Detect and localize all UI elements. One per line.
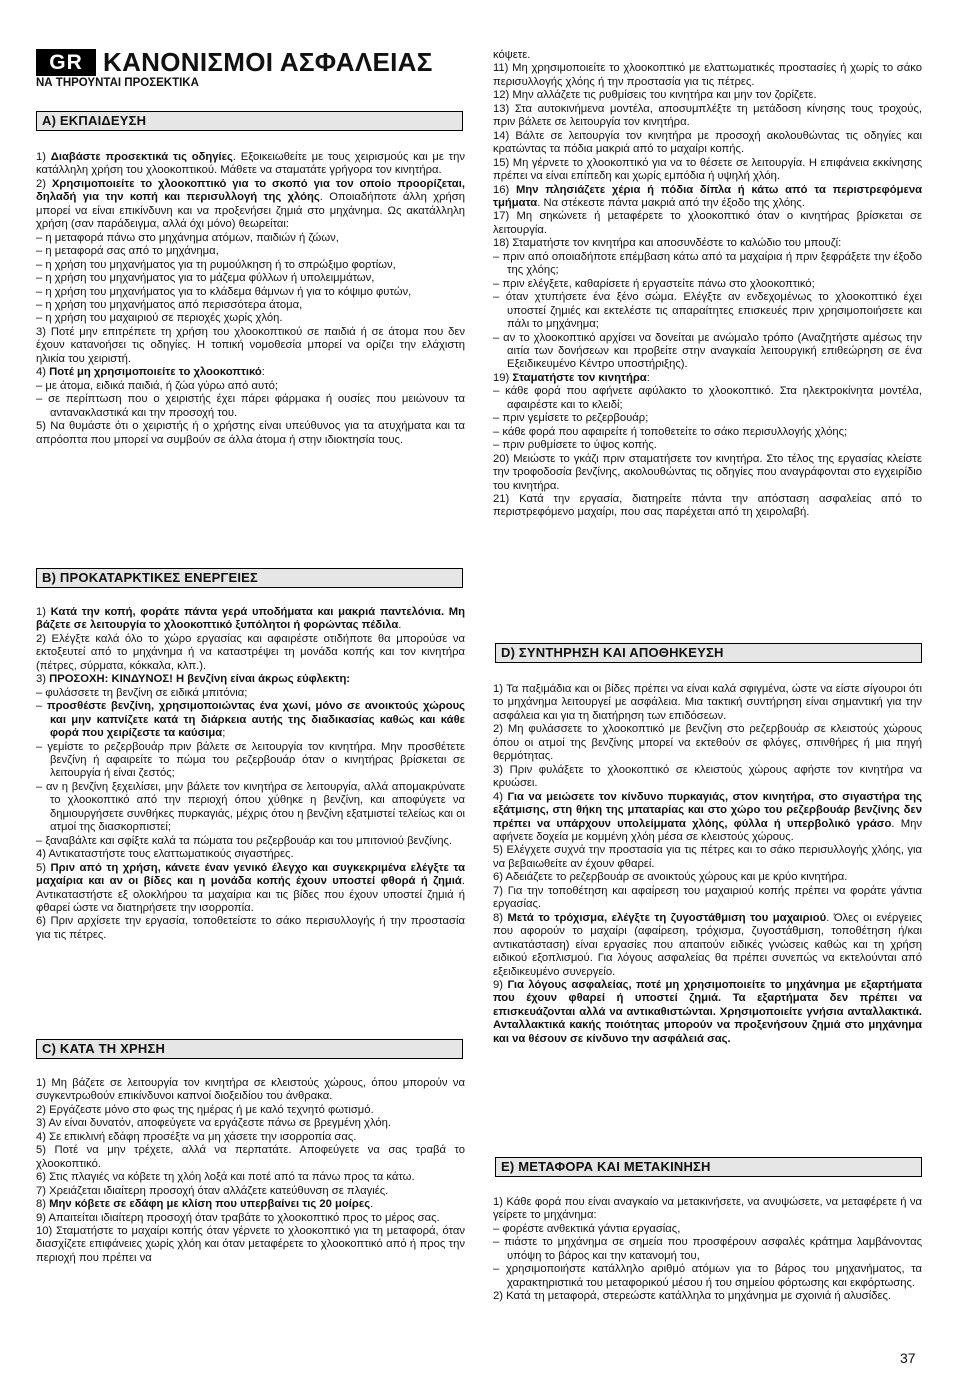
paragraph [36, 1144, 465, 1171]
paragraph [36, 606, 465, 633]
bold-text: Διαβάστε προσεκτικά τις οδηγίες [50, 151, 233, 163]
text-run: 2) [36, 177, 52, 190]
paragraph [36, 1117, 465, 1130]
list-item [36, 393, 465, 420]
text-run: 13) Στα αυτοκινήμενα μοντέλα, αποσυμπλέξτε τη μετάδοση κίνησης τους τροχούς, πριν βάλετε σε λειτουργία τον κινητήρα. [493, 102, 922, 129]
list-item [36, 232, 465, 245]
section-a-heading: A) ΕΚΠΑΙΔΕΥΣΗ [36, 111, 463, 131]
paragraph [493, 237, 922, 250]
list-item [36, 272, 465, 285]
paragraph [493, 157, 922, 184]
text-run: – σε περίπτωση που ο χειριστής έχει πάρει φάρμακα ή ουσίες που μειώνουν τα αντανακλαστικά και την προσοχή του. [36, 393, 465, 419]
paragraph [36, 848, 465, 861]
section-e-heading: E) ΜΕΤΑΦΟΡΑ ΚΑΙ ΜΕΤΑΚΙΝΗΣΗ [495, 1157, 922, 1177]
text-run: . Αντικαταστήστε εξ ολοκλήρου τα μαχαίρια και τις βίδες που έχουν υποστεί ζημιά ή φθαρεί ώστε να διατηρήσετε την ισορροπία. [36, 875, 465, 914]
text-run: – αν η βενζίνη ξεχειλίσει, μην βάλετε τον κινητήρα σε λειτουργία, αλλά απομακρύνατε το χλοοκοπτικό από την περιοχή όπου χύθηκε η βενζίνη, και αποφύγετε να δημιουργήσετε συνθήκες πυρκαγιάς, μέχρις ότου η βενζίνη εξατμιστεί τελείως και οι ατμοί της διασκορπιστεί; [36, 780, 465, 834]
bold-text: Κατά την κοπή, φοράτε πάντα γερά υποδήματα και μακριά παντελόνια. Μη βάζετε σε λειτουργία το χλοοκοπτικό ξυπόλητοι ή φορώντας πέδιλα [36, 606, 465, 632]
paragraph [36, 1131, 465, 1144]
text-run: : [646, 371, 650, 384]
text-run: 21) Κατά την εργασία, διατηρείτε πάντα την απόσταση ασφαλείας από το περιστρεφόμενο μαχαίρι, που σας παρέχεται από τη χειρολαβή. [493, 492, 922, 519]
list-item [36, 380, 465, 393]
text-run: 4) [493, 790, 508, 803]
section-a-body [36, 151, 465, 447]
list-item [493, 1263, 922, 1290]
list-item [493, 278, 922, 291]
list-item [36, 245, 465, 258]
text-run: – η χρήση του μηχανήματος για τη ρυμούλκηση ή το σπρώξιμο φορτίων, [36, 258, 396, 271]
text-run: 16) [493, 183, 516, 196]
text-run: . Μην αφήνετε δοχεία με κομμένη χλόη μέσα σε κλειστούς χώρους. [493, 817, 923, 843]
text-run: 2) Ελέγξτε καλά όλο το χώρο εργασίας και αφαιρέστε οτιδήποτε θα μπορούσε να εκτοξευτεί από το μηχάνημα ή να καταστρέψει τη μονάδα κοπής και τον κινητήρα (πέτρες, σύρματα, κόκκαλα, κλπ.). [36, 632, 465, 672]
text-run: 2) Μη φυλάσσετε το χλοοκοπτικό με βενζίνη στο ρεζερβουάρ σε κλειστούς χώρους όπου οι ατμοί της βενζίνης μπορεί να εκτεθούν σε φλόγες, σπινθήρες ή μια πηγή θερμότητας. [493, 723, 922, 763]
text-run: κόψετε. [493, 49, 531, 61]
text-run: – πιάστε το μηχάνημα σε σημεία που προσφέρουν ασφαλές κράτημα λαμβάνοντας υπόψη το βάρος και την κατανομή του, [493, 1236, 922, 1262]
paragraph [36, 366, 465, 379]
text-run: 3) [36, 673, 50, 686]
text-run: 9) [493, 978, 508, 991]
text-run: – [36, 700, 47, 713]
text-run: . [398, 619, 402, 632]
text-run: 10) Σταματήστε το μαχαίρι κοπής όταν γέρνετε το χλοοκοπτικό για τη μεταφορά, όταν διασχίζετε επιφάνειες χωρίς χλόη και όταν μεταφέρετε το χλοοκοπτικό από ή προς την περιοχή που πρέπει να [36, 1224, 465, 1264]
text-run: – φορέστε ανθεκτικά γάντια εργασίας, [493, 1222, 681, 1235]
text-run: – φυλάσσετε τη βενζίνη σε ειδικά μπιτόνια; [36, 686, 248, 699]
text-run: 2) Κατά τη μεταφορά, στερεώστε κατάλληλα το μηχάνημα με σχοινιά ή αλυσίδες. [493, 1290, 892, 1303]
list-item [36, 700, 465, 740]
text-run: 3) Ποτέ μην επιτρέπετε τη χρήση του χλοοκοπτικού σε παιδιά ή σε άτομα που δεν έχουν κατανοήσει τις οδηγίες. Η τοπική νομοθεσία μπορεί να ορίζει την ελάχιστη ηλικία του χειριστή. [36, 325, 465, 365]
list-item [36, 741, 465, 781]
text-run: 2) Εργάζεστε μόνο στο φως της ημέρας ή με καλό τεχνητό φωτισμό. [36, 1103, 374, 1116]
text-run: 5) Ποτέ να μην τρέχετε, αλλά να περπατάτε. Αποφεύγετε να σας τραβά το χλοοκοπτικό. [36, 1144, 465, 1170]
paragraph [493, 372, 922, 385]
text-run: . Οποιαδήποτε άλλη χρήση μπορεί να είναι επικίνδυνη και να προξενήσει ζημιά στο μηχάνημα. Ως ακατάλληλη χρήση (σαν παράδειγμα, αλλά όχι μόνο) θεωρείται: [36, 191, 465, 231]
language-badge: GR [36, 49, 96, 76]
text-run: 17) Μη σηκώνετε ή μεταφέρετε το χλοοκοπτικό όταν ο κινητήρας βρίσκεται σε λειτουργία. [493, 210, 922, 236]
list-item [36, 835, 465, 848]
list-item [36, 781, 465, 835]
paragraph [493, 89, 922, 102]
paragraph [493, 764, 922, 791]
text-run: – χρησιμοποιήστε κατάλληλο αριθμό ατόμων για το βάρος του μηχανήματος, τα χαρακτηριστικά του μεταφορικού μέσου ή του σημείου φόρτωσης και εκφόρτωσης. [493, 1263, 922, 1289]
paragraph [493, 844, 922, 871]
text-run: – πριν ελέγξετε, καθαρίσετε ή εργαστείτε πάνω στο χλοοκοπτικό; [493, 277, 815, 290]
paragraph [493, 62, 922, 89]
paragraph [36, 633, 465, 673]
paragraph [36, 178, 465, 232]
text-run: – η χρήση του μηχανήματος από περισσότερα άτομα, [36, 298, 303, 311]
text-run: 3) Πριν φυλάξετε το χλοοκοπτικό σε κλειστούς χώρους αφήστε τον κινητήρα να κρυώσει. [493, 763, 922, 790]
page-number: 37 [900, 1350, 916, 1366]
text-run: 1) [36, 606, 51, 618]
list-item [36, 259, 465, 272]
text-run: – γεμίστε το ρεζερβουάρ πριν βάλετε σε λειτουργία τον κινητήρα. Μην προσθέτετε βενζίνη ή αφαιρείτε το πώμα του ρεζερβουάρ όταν ο κινητήρας βρίσκεται σε λειτουργία ή είναι ζεστός; [36, 740, 465, 780]
paragraph [36, 1171, 465, 1184]
text-run: 8) [36, 1198, 50, 1211]
list-item [36, 286, 465, 299]
paragraph [36, 1185, 465, 1198]
text-run: 8) [493, 911, 508, 924]
list-item [493, 1236, 922, 1263]
text-run: 5) Να θυμάστε ότι ο χειριστής ή ο χρήστης είναι υπεύθυνος για τα ατυχήματα και τα απρόοπτα που μπορεί να συμβούν σε άλλα άτομα ή στην ιδιοκτησία τους. [36, 420, 465, 446]
section-b-heading: B) ΠΡΟΚΑΤΑΡΚΤΙΚΕΣ ΕΝΕΡΓΕΙΕΣ [36, 568, 463, 588]
list-item [493, 251, 922, 278]
paragraph [493, 1290, 922, 1303]
paragraph [36, 1212, 465, 1225]
text-run: – πριν από οποιαδήποτε επέμβαση κάτω από τα μαχαίρια ή πριν ξεφράξετε την έξοδο της χλόης; [493, 250, 922, 277]
text-run: – η χρήση του μαχαιριού σε περιοχές χωρίς χλόη. [36, 312, 283, 325]
list-item [493, 291, 922, 331]
text-run: 6) Πριν αρχίσετε την εργασία, τοποθετείστε το σάκο περισυλλογής ή την προστασία για τις πέτρες. [36, 915, 465, 941]
paragraph [493, 885, 922, 912]
text-run: 6) Αδειάζετε το ρεζερβουάρ σε ανοικτούς χώρους και με κρύο κινητήρα. [493, 871, 848, 884]
text-run: 4) [36, 366, 50, 379]
text-run: . Εξοικειωθείτε με τους χειρισμούς και με την κατάλληλη χρήση του χλοοκοπτικού. Μάθετε να σταματάτε γρήγορα τον κινητήρα. [36, 151, 465, 177]
paragraph [493, 210, 922, 237]
text-run: – ξαναβάλτε και σφίξτε καλά τα πώματα του ρεζερβουάρ και του μπιτονιού βενζίνης. [36, 834, 453, 847]
text-run: 12) Μην αλλάζετε τις ρυθμίσεις του κινητήρα και μην τον ζορίζετε. [493, 89, 817, 102]
text-run: 1) Τα παξιμάδια και οι βίδες πρέπει να είναι καλά σφιγμένα, ώστε να είστε σίγουροι ότι το μηχάνημα λειτουργεί με ασφάλεια. Μια τακτική συντήρηση είναι σημαντική για την ασφάλεια και για τη διατήρηση των επιδόσεων. [493, 683, 922, 722]
text-run: . [370, 1198, 374, 1211]
paragraph [36, 862, 465, 916]
paragraph [36, 151, 465, 178]
text-run: 6) Στις πλαγιές να κόβετε τη χλόη λοξά και ποτέ από τα πάνω προς τα κάτω. [36, 1171, 415, 1184]
paragraph [36, 1104, 465, 1117]
paragraph [36, 673, 465, 686]
list-item [36, 299, 465, 312]
bold-text: Χρησιμοποιείτε το χλοοκοπτικό για το σκοπό για τον οποίο προορίζεται, δηλαδή για την κοπή και περισυλλογή της χλόης [36, 177, 465, 204]
text-run: – όταν χτυπήσετε ένα ξένο σώμα. Ελέγξτε αν ενδεχομένως το χλοοκοπτικό έχει υποστεί ζημιές και εκτελέστε τις απαραίτητες επισκευές πριν χρησιμοποιήσετε και πάλι το μηχάνημα; [493, 291, 922, 331]
text-run: 5) Ελέγχετε συχνά την προστασία για τις πέτρες και το σάκο περισυλλογής χλόης, για να βεβαιωθείτε αν έχουν φθαρεί. [493, 844, 922, 870]
text-run: 11) Μη χρησιμοποιείτε το χλοοκοπτικό με ελαττωματικές προστασίες ή χωρίς το σάκο περισυλλογής χλόης ή την προστασία για τις πέτρες. [493, 62, 922, 88]
bold-text: Μην κόβετε σε εδάφη με κλίση που υπερβαίνει τις 20 μοίρες [49, 1198, 371, 1211]
text-run: – πριν ρυθμίσετε το ύψος κοπής. [493, 439, 657, 452]
text-run: 4) Σε επικλινή εδάφη προσέξτε να μη χάσετε την ισορροπία σας. [36, 1130, 357, 1143]
text-run: ; [222, 727, 226, 740]
bold-text: Μην πλησιάζετε χέρια ή πόδια δίπλα ή κάτω από τα περιστρεφόμενα τμήματα [493, 183, 922, 209]
text-run: 5) [36, 861, 51, 874]
text-run: – η χρήση του μηχανήματος για το μάζεμα φύλλων ή υπολειμμάτων, [36, 272, 375, 285]
section-b-body [36, 606, 465, 942]
text-run: 19) [493, 371, 513, 384]
paragraph [36, 326, 465, 366]
section-d-heading: D) ΣΥΝΤΗΡΗΣΗ ΚΑΙ ΑΠΟΘΗΚΕΥΣΗ [495, 643, 922, 663]
bold-text: ΠΡΟΣΟΧΗ: ΚΙΝΔΥΝΟΣ! Η βενζίνη είναι άκρως εύφλεκτη: [49, 673, 351, 686]
paragraph [493, 453, 922, 493]
paragraph [493, 493, 922, 520]
paragraph [493, 184, 922, 211]
text-run: – η μεταφορά πάνω στο μηχάνημα ατόμων, παιδιών ή ζώων, [36, 231, 339, 244]
text-run: – με άτομα, ειδικά παιδιά, ή ζώα γύρω από αυτό; [36, 379, 279, 392]
bold-text: Σταματήστε τον κινητήρα [512, 371, 647, 384]
text-run: 1) Κάθε φορά που είναι αναγκαίο να μετακινήσετε, να ανυψώσετε, να μεταφέρετε ή να γείρετε το μηχάνημα: [493, 1196, 922, 1222]
paragraph [36, 1077, 465, 1104]
text-run: 1) [36, 151, 51, 163]
paragraph [493, 979, 922, 1046]
page-title: ΚΑΝΟΝΙΣΜΟΙ ΑΣΦΑΛΕΙΑΣ [103, 47, 433, 77]
paragraph [493, 130, 922, 157]
list-item [36, 687, 465, 700]
bold-text: Μετά το τρόχισμα, ελέγξτε τη ζυγοστάθμιση του μαχαιριού [507, 911, 827, 924]
bold-text: Πριν από τη χρήση, κάνετε έναν γενικό έλεγχο και συγκεκριμένα ελέγξτε τα μαχαίρια και αν οι βίδες και η μονάδα κοπής έχουν υποστεί φθορά ή ζημιά [36, 861, 465, 888]
bold-text: Για να μειώσετε τον κίνδυνο πυρκαγιάς, στον κινητήρα, στο σιγαστήρα της εξάτμισης, στη θήκη της μπαταρίας και στο χώρο του ρεζερβουάρ βενζίνης δεν πρέπει να υπάρχουν υπολείμματα χλόης, φύλλα ή υπερβολικό γράσο [493, 790, 922, 830]
text-run: 4) Αντικαταστήστε τους ελαττωματικούς σιγαστήρες. [36, 848, 294, 861]
text-run: 20) Μειώστε το γκάζι πριν σταματήσετε τον κινητήρα. Στο τέλος της εργασίας κλείστε την τροφοδοσία βενζίνης, ακολουθώντας τις οδηγίες που αναγράφονται στο εγχειρίδιο του κινητήρα. [493, 452, 922, 492]
text-run: 15) Μη γέρνετε το χλοοκοπτικό για να το θέσετε σε λειτουργία. Η επιφάνεια εκκίνησης πρέπει να είναι επίπεδη και χωρίς εμπόδια ή υψηλή χλόη. [493, 156, 922, 183]
list-item [36, 312, 465, 325]
list-item [493, 426, 922, 439]
text-run: – αν το χλοοκοπτικό αρχίσει να δονείται με ανώμαλο τρόπο (Αναζητήστε αμέσως την αιτία των δονήσεων και προβείτε στην αναγκαία λειτουργική επιθεώρηση σε ένα Εξειδικευμένο Κέντρο υποστήριξης). [493, 331, 922, 371]
section-e-body [493, 1196, 922, 1304]
text-run: 9) Απαιτείται ιδιαίτερη προσοχή όταν τραβάτε το χλοοκοπτικό προς το μέρος σας. [36, 1211, 440, 1224]
text-run: 14) Βάλτε σε λειτουργία τον κινητήρα με προσοχή ακολουθώντας τις οδηγίες και κρατώντας τα πόδια μακριά από το μαχαίρι κοπής. [493, 129, 922, 156]
section-c-body [36, 1077, 465, 1265]
text-run: 7) Χρειάζεται ιδιαίτερη προσοχή όταν αλλάζετε κατεύθυνση σε πλαγιές. [36, 1184, 389, 1197]
paragraph [493, 871, 922, 884]
text-run: – η χρήση του μηχανήματος για το κλάδεμα θάμνων ή για το κόψιμο φυτών, [36, 285, 412, 298]
text-run: 3) Αν είναι δυνατόν, αποφεύγετε να εργάζεστε πάνω σε βρεγμένη χλόη. [36, 1117, 392, 1130]
paragraph [36, 1198, 465, 1211]
section-c-heading: C) ΚΑΤΑ ΤΗ ΧΡΗΣΗ [36, 1039, 463, 1059]
bold-text: Για λόγους ασφαλείας, ποτέ μη χρησιμοποιείτε το μηχάνημα με εξαρτήματα που έχουν φθαρεί ή υποστεί ζημιά. Τα εξαρτήματα δεν πρέπει να επισκευάζονται αλλά να αντικαθιστώνται. Χρησιμοποιείτε γνήσια ανταλλακτικά. Ανταλλακτικά κακής ποιότητας μπορούν να προξενήσουν ζημιά στο μηχάνημα και να θέσουν σε κίνδυνο την ασφάλειά σας. [493, 978, 922, 1045]
paragraph [36, 1225, 465, 1265]
paragraph [36, 915, 465, 942]
paragraph [493, 49, 922, 62]
text-run: – η μεταφορά σας από το μηχάνημα, [36, 245, 219, 258]
bold-text: Ποτέ μη χρησιμοποιείτε το χλοοκοπτικό [49, 366, 262, 379]
section-c-continued-body [493, 49, 922, 520]
section-d-body [493, 683, 922, 1046]
text-run: – κάθε φορά που αφαιρείτε ή τοποθετείτε το σάκο περισυλλογής χλόης; [493, 425, 848, 438]
text-run: 1) Μη βάζετε σε λειτουργία τον κινητήρα σε κλειστούς χώρους, όπου μπορούν να συγκεντρωθούν επικίνδυνοι καπνοί διοξειδίου του άνθρακα. [36, 1077, 465, 1103]
text-run: . Να στέκεστε πάντα μακριά από την έξοδο της χλόης. [537, 196, 805, 209]
text-run: – κάθε φορά που αφήνετε αφύλακτο το χλοοκοπτικό. Στα ηλεκτροκίνητα μοντέλα, αφαιρέστε και το κλειδί; [493, 385, 922, 411]
paragraph [493, 912, 922, 979]
paragraph [493, 723, 922, 763]
text-run: : [261, 366, 265, 379]
list-item [493, 412, 922, 425]
text-run: 7) Για την τοποθέτηση και αφαίρεση του μαχαιριού κοπής πρέπει να φοράτε γάντια εργασίας. [493, 884, 922, 911]
list-item [493, 439, 922, 452]
text-run: . Όλες οι ενέργειες που αφορούν το μαχαίρι (αφαίρεση, τρόχισμα, ζυγοστάθμιση, τοποθέτηση ή/και αντικατάσταση) είναι εργασίες που απαιτούν ειδικές γνώσεις καθώς και τη χρήση ειδικού εξοπλισμού. Για λόγους ασφαλείας θα πρέπει συνεπώς να εκτελούνται από εξειδικευμένο συνεργείο. [493, 911, 923, 978]
text-run: – πριν γεμίσετε το ρεζερβουάρ; [493, 412, 649, 425]
text-run: 18) Σταματήστε τον κινητήρα και αποσυνδέστε το καλώδιο του μπουζί: [493, 237, 842, 250]
paragraph [493, 683, 922, 723]
bold-text: προσθέστε βενζίνη, χρησιμοποιώντας ένα χωνί, μόνο σε ανοικτούς χώρους και μην καπνίζετε κατά τη διάρκεια αυτής της διαδικασίας καθώς και κάθε φορά που χειρίζεστε τα καύσιμα [46, 700, 466, 740]
paragraph [36, 420, 465, 447]
list-item [493, 332, 922, 372]
paragraph [493, 791, 922, 845]
page-subtitle: ΝΑ ΤΗΡΟΥΝΤΑΙ ΠΡΟΣΕΚΤΙΚΑ [36, 77, 199, 89]
paragraph [493, 1196, 922, 1223]
list-item [493, 1223, 922, 1236]
list-item [493, 385, 922, 412]
paragraph [493, 103, 922, 130]
